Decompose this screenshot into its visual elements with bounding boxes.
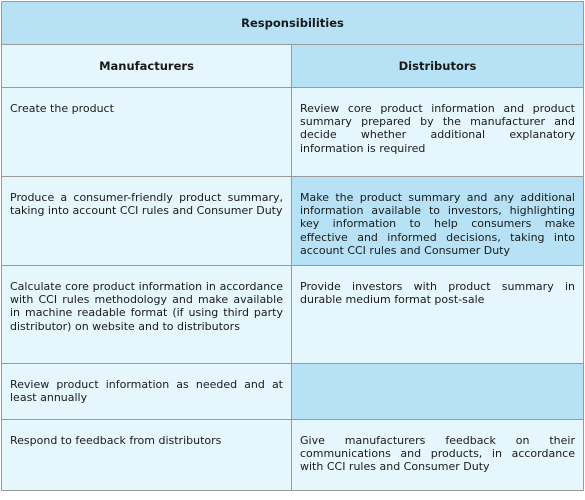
distributors-cell (292, 266, 584, 364)
distributors-cell (292, 177, 584, 266)
cell-text: Provide investors with product summary in durable medium format post-sale (300, 280, 575, 307)
column-header-distributors: Distributors (292, 45, 584, 88)
cell-text: Calculate core product information in accordance with CCI rules methodology and make available in machine readable format (if using third party distributor) on website and to distributors (10, 280, 283, 333)
table-row (2, 420, 584, 491)
table-title: Responsibilities (2, 2, 584, 45)
column-header-manufacturers: Manufacturers (2, 45, 292, 88)
table-header-row (2, 45, 584, 88)
cell-text: Review core product information and product summary prepared by the manufacturer and decide whether additional explanatory information is required (300, 102, 575, 155)
responsibilities-table (1, 1, 584, 491)
table-row (2, 364, 584, 420)
table-row (2, 177, 584, 266)
cell-text: Create the product (10, 102, 114, 115)
distributors-cell (292, 88, 584, 177)
table-row (2, 88, 584, 177)
manufacturers-cell (2, 266, 292, 364)
cell-text: Give manufacturers feedback on their communications and products, in accordance with CCI rules and Consumer Duty (300, 434, 575, 474)
distributors-cell (292, 420, 584, 491)
cell-text: Make the product summary and any additional information available to investors, highlighting key information to help consumers make effective and informed decisions, taking into account CCI rules and Consumer Duty (300, 191, 575, 257)
manufacturers-cell (2, 420, 292, 491)
distributors-cell (292, 364, 584, 420)
table-title-row (2, 2, 584, 45)
cell-text: Respond to feedback from distributors (10, 434, 222, 448)
cell-text: Produce a consumer-friendly product summary, taking into account CCI rules and Consumer Duty (10, 191, 283, 218)
table-row (2, 266, 584, 364)
manufacturers-cell (2, 88, 292, 177)
cell-text (292, 364, 583, 386)
cell-text: Review product information as needed and at least annually (10, 378, 283, 405)
manufacturers-cell (2, 364, 292, 420)
manufacturers-cell (2, 177, 292, 266)
